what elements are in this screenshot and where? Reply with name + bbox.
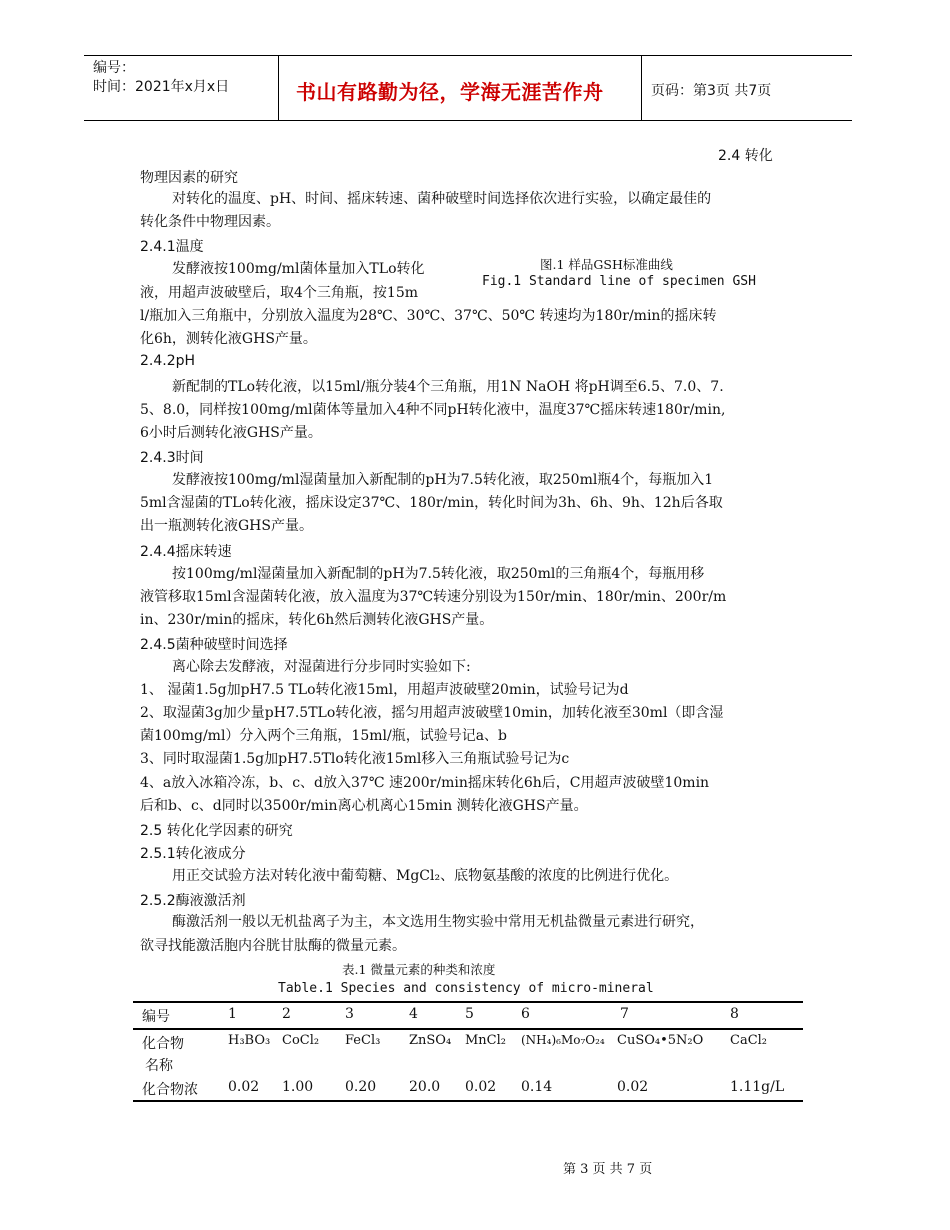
table-1-col-number: 6 <box>521 1006 530 1022</box>
section-2-4-3-title: 2.4.3时间 <box>140 450 204 466</box>
table-1-row-label-number: 编号 <box>142 1009 170 1025</box>
header-bottom-rule <box>84 120 852 121</box>
section-2-4-3-line2: 5ml含湿菌的TLo转化液，摇床设定37℃、180r/min，转化时间为3h、6h、9h、12h后各取 <box>140 495 723 511</box>
section-2-4-title-tail: 2.4 转化 <box>718 148 773 164</box>
table-1-top-rule <box>133 1001 803 1003</box>
section-2-4-intro-line2: 转化条件中物理因素。 <box>140 214 280 230</box>
table-1-col-number: 4 <box>409 1006 418 1022</box>
table-1-row-label-compound-name: 名称 <box>145 1058 173 1074</box>
table-1-concentration: 0.02 <box>617 1079 649 1095</box>
table-1-compound: (NH₄)₆Mo₇O₂₄ <box>521 1033 605 1047</box>
table-1-col-number: 2 <box>282 1006 291 1022</box>
table-1-col-number: 1 <box>228 1006 237 1022</box>
table-1-concentration: 1.11g/L <box>730 1079 785 1095</box>
section-2-4-1-line2: 液，用超声波破壁后，取4个三角瓶，按15m <box>140 285 418 301</box>
section-2-4-4-line3: in、230r/min的摇床，转化6h然后测转化液GHS产量。 <box>140 612 494 628</box>
table-1-row-label-concentration: 化合物浓 <box>142 1082 198 1098</box>
section-2-4-1-title: 2.4.1温度 <box>140 239 204 255</box>
section-2-5-2-title: 2.5.2酶液激活剂 <box>140 893 246 909</box>
section-2-4-2-line3: 6小时后测转化液GHS产量。 <box>140 425 322 441</box>
table-1-compound: H₃BO₃ <box>228 1033 271 1048</box>
section-2-4-2-line1: 新配制的TLo转化液，以15ml/瓶分装4个三角瓶，用1N NaOH 将pH调至6.5、7.0、7. <box>172 379 724 395</box>
table-1-col-number: 3 <box>345 1006 354 1022</box>
header-top-rule <box>84 55 852 56</box>
table-1-compound: CoCl₂ <box>282 1033 320 1048</box>
table-1-col-number: 7 <box>620 1006 629 1022</box>
section-2-4-5-title: 2.4.5菌种破壁时间选择 <box>140 637 288 653</box>
section-2-5-title: 2.5 转化化学因素的研究 <box>140 823 293 839</box>
section-2-4-4-title: 2.4.4摇床转速 <box>140 544 232 560</box>
table-1-caption-en: Table.1 Species and consistency of micro-mineral <box>278 981 654 996</box>
header-divider-left <box>278 55 279 121</box>
table-1-compound: CaCl₂ <box>730 1033 768 1048</box>
table-1-concentration: 1.00 <box>282 1079 314 1095</box>
section-2-5-1-title: 2.5.1转化液成分 <box>140 846 246 862</box>
footer-page-number: 第 3 页 共 7 页 <box>563 1162 653 1177</box>
table-1-compound: FeCl₃ <box>345 1033 381 1048</box>
table-1-col-number: 5 <box>465 1006 474 1022</box>
table-1-compound: MnCl₂ <box>465 1033 506 1048</box>
header-motto: 书山有路勤为径，学海无涯苦作舟 <box>296 80 604 104</box>
section-2-5-2-line1: 酶激活剂一般以无机盐离子为主，本文选用生物实验中常用无机盐微量元素进行研究， <box>172 914 704 930</box>
table-1-compound: ZnSO₄ <box>409 1033 452 1048</box>
section-2-4-4-line1: 按100mg/ml湿菌量加入新配制的pH为7.5转化液，取250ml的三角瓶4个，每瓶用移 <box>172 566 705 582</box>
section-2-4-title-head: 物理因素的研究 <box>140 170 238 186</box>
table-1-concentration: 0.20 <box>345 1079 377 1095</box>
table-1-bottom-rule <box>133 1100 803 1102</box>
section-2-5-2-line2: 欲寻找能激活胞内谷胱甘肽酶的微量元素。 <box>140 938 406 954</box>
section-2-4-5-line1: 离心除去发酵液，对湿菌进行分步同时实验如下: <box>172 659 471 675</box>
section-2-5-1-line1: 用正交试验方法对转化液中葡萄糖、MgCl₂、底物氨基酸的浓度的比例进行优化。 <box>172 868 679 884</box>
section-2-4-2-title: 2.4.2pH <box>140 353 196 369</box>
section-2-4-4-line2: 液管移取15ml含湿菌转化液，放入温度为37℃转速分别设为150r/min、180r/min、200r/m <box>140 589 727 605</box>
header-page-label: 页码：第3页 共7页 <box>651 83 772 99</box>
section-2-4-intro-line1: 对转化的温度、pH、时间、摇床转速、菌种破壁时间选择依次进行实验，以确定最佳的 <box>172 191 712 207</box>
section-2-4-5-item1: 1、 湿菌1.5g加pH7.5 TLo转化液15ml，用超声波破壁20min，试验号记为d <box>140 682 629 698</box>
header-divider-right <box>641 55 642 121</box>
section-2-4-1-line1: 发酵液按100mg/ml菌体量加入TLo转化 <box>172 261 425 277</box>
table-1-concentration: 0.14 <box>521 1079 553 1095</box>
table-1-row-label-compound: 化合物 <box>142 1036 184 1052</box>
header-time-label: 时间：2021年x月x日 <box>93 79 230 95</box>
table-1-caption-cn: 表.1 微量元素的种类和浓度 <box>342 962 496 977</box>
section-2-4-5-item4b: 后和b、c、d同时以3500r/min离心机离心15min 测转化液GHS产量。 <box>140 798 588 814</box>
section-2-4-2-line2: 5、8.0，同样按100mg/ml菌体等量加入4种不同pH转化液中，温度37℃摇床转速180r/min, <box>140 402 726 418</box>
table-1-concentration: 20.0 <box>409 1079 441 1095</box>
header-number-label: 编号： <box>93 60 135 76</box>
figure-1-caption-en: Fig.1 Standard line of specimen GSH <box>482 274 756 289</box>
section-2-4-3-line3: 出一瓶测转化液GHS产量。 <box>140 518 313 534</box>
table-1-header-rule <box>133 1028 803 1030</box>
table-1-concentration: 0.02 <box>465 1079 497 1095</box>
table-1-col-number: 8 <box>730 1006 739 1022</box>
section-2-4-5-item3: 3、同时取湿菌1.5g加pH7.5Tlo转化液15ml移入三角瓶试验号记为c <box>140 751 570 767</box>
section-2-4-3-line1: 发酵液按100mg/ml湿菌量加入新配制的pH为7.5转化液，取250ml瓶4个，每瓶加入1 <box>172 472 714 488</box>
section-2-4-1-line4: 化6h，测转化液GHS产量。 <box>140 331 317 347</box>
table-1-compound: CuSO₄•5N₂O <box>617 1033 704 1048</box>
section-2-4-5-item2b: 菌100mg/ml）分入两个三角瓶，15ml/瓶，试验号记a、b <box>140 728 508 744</box>
section-2-4-1-line3: l/瓶加入三角瓶中，分别放入温度为28℃、30℃、37℃、50℃ 转速均为180r/min的摇床转 <box>140 308 717 324</box>
section-2-4-5-item2a: 2、取湿菌3g加少量pH7.5TLo转化液，摇匀用超声波破壁10min，加转化液至30ml（即含湿 <box>140 705 724 721</box>
figure-1-caption-cn: 图.1 样品GSH标准曲线 <box>540 257 673 272</box>
section-2-4-5-item4a: 4、a放入冰箱冷冻，b、c、d放入37℃ 速200r/min摇床转化6h后，C用超声波破壁10min <box>140 775 710 791</box>
table-1-concentration: 0.02 <box>228 1079 260 1095</box>
